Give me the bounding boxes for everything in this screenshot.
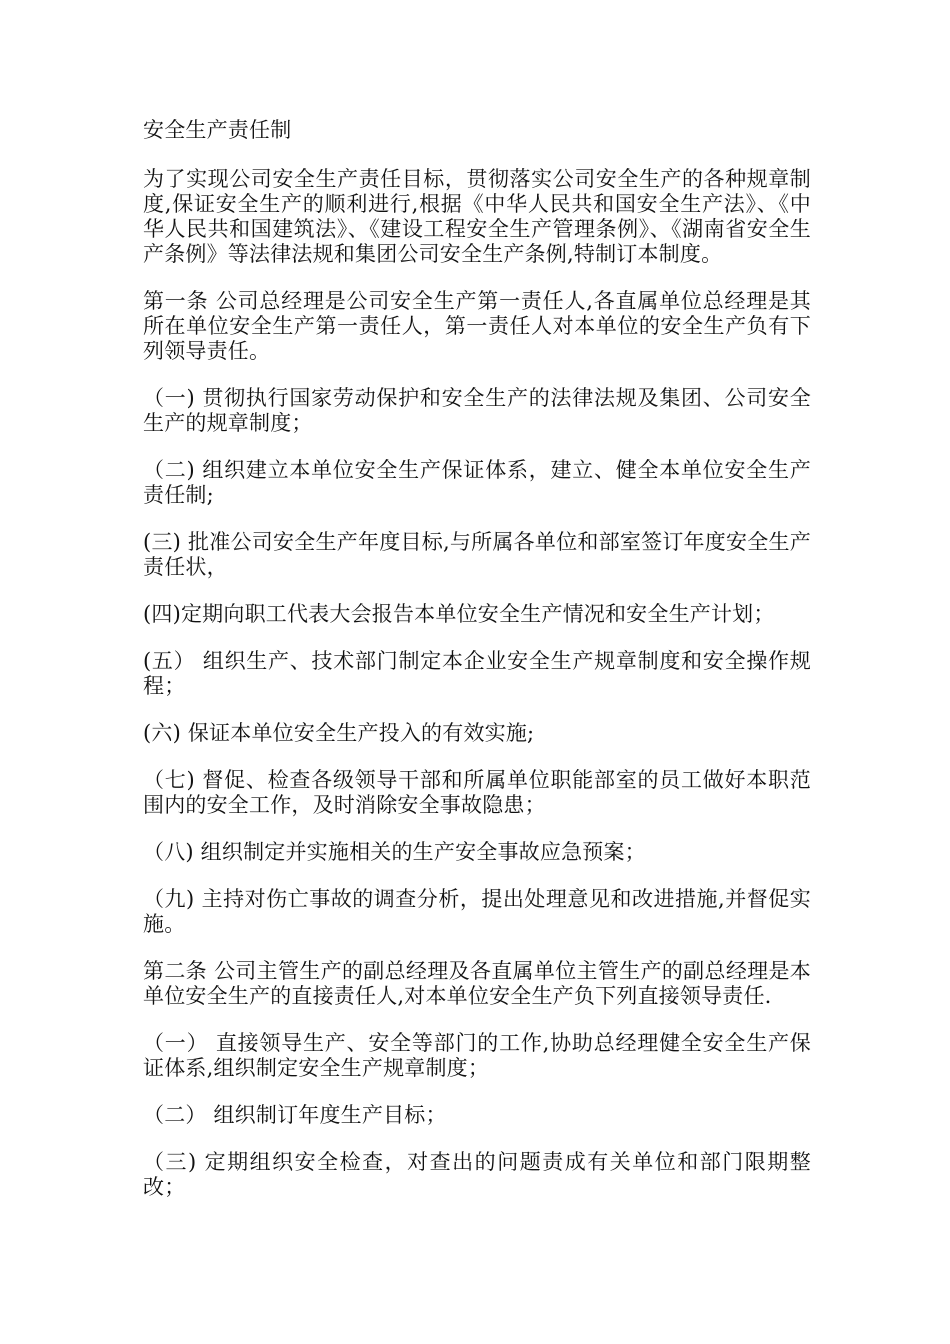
article-2-item-1: （一） 直接领导生产、安全等部门的工作,协助总经理健全安全生产保证体系,组织制定安全生产规章制度； bbox=[143, 1031, 811, 1080]
article-1-item-6: (六) 保证本单位安全生产投入的有效实施; bbox=[143, 721, 535, 745]
article-1-item-4: (四)定期向职工代表大会报告本单位安全生产情况和安全生产计划； bbox=[143, 602, 775, 626]
article-1-paragraph: 第一条 公司总经理是公司安全生产第一责任人,各直属单位总经理是其所在单位安全生产第一责任人，第一责任人对本单位的安全生产负有下列领导责任。 bbox=[143, 289, 811, 363]
article-2-paragraph: 第二条 公司主管生产的副总经理及各直属单位主管生产的副总经理是本单位安全生产的直接责任人,对本单位安全生产负下列直接领导责任. bbox=[143, 959, 811, 1008]
article-2-item-2: （二） 组织制订年度生产目标； bbox=[143, 1103, 447, 1127]
document-title: 安全生产责任制 bbox=[143, 118, 292, 142]
article-1-item-3: (三) 批准公司安全生产年度目标,与所属各单位和部室签订年度安全生产责任状， bbox=[143, 530, 811, 579]
article-2-item-3: （三) 定期组织安全检查，对查出的问题责成有关单位和部门限期整改； bbox=[143, 1150, 811, 1199]
article-1-item-9: （九) 主持对伤亡事故的调查分析，提出处理意见和改进措施,并督促实施。 bbox=[143, 887, 811, 936]
intro-paragraph: 为了实现公司安全生产责任目标，贯彻落实公司安全生产的各种规章制度,保证安全生产的顺利进行,根据《中华人民共和国安全生产法》、《中华人民共和国建筑法》、《建设工程安全生产管理条例》、《湖南省安全生产条例》等法律法规和集团公司安全生产条例,特制订本制度。 bbox=[143, 167, 811, 266]
article-1-item-8: （八) 组织制定并实施相关的生产安全事故应急预案； bbox=[143, 840, 646, 864]
document-page bbox=[143, 118, 811, 1222]
article-1-item-2: （二) 组织建立本单位安全生产保证体系，建立、健全本单位安全生产责任制; bbox=[143, 458, 811, 507]
article-1-item-7: （七) 督促、检查各级领导干部和所属单位职能部室的员工做好本职范围内的安全工作，及时消除安全事故隐患； bbox=[143, 768, 811, 817]
article-1-item-5: (五） 组织生产、技术部门制定本企业安全生产规章制度和安全操作规程； bbox=[143, 649, 811, 698]
article-1-item-1: （一) 贯彻执行国家劳动保护和安全生产的法律法规及集团、公司安全生产的规章制度； bbox=[143, 386, 811, 435]
